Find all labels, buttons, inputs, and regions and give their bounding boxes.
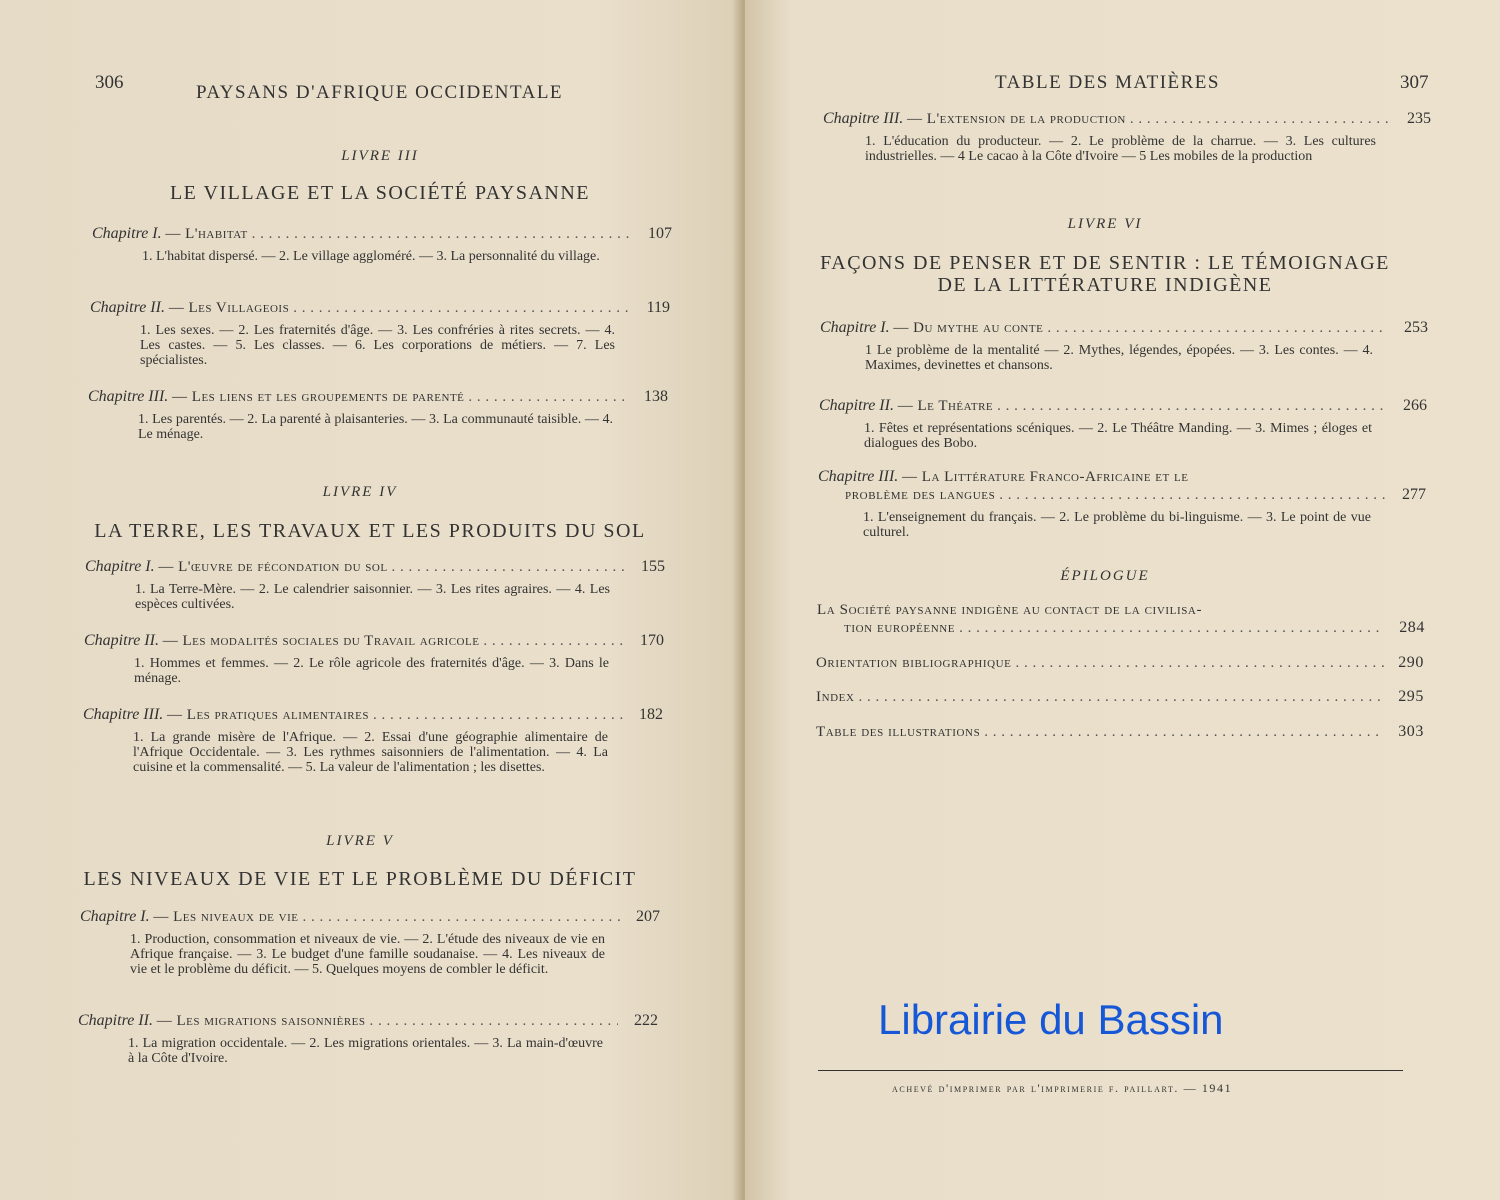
watermark: Librairie du Bassin xyxy=(878,996,1224,1043)
page-ref: 290 xyxy=(1398,654,1424,671)
running-head: TABLE DES MATIÈRES xyxy=(995,72,1220,93)
page-ref: 222 xyxy=(634,1012,658,1029)
chapter-title: — L'extension de la production xyxy=(907,111,1126,127)
chapter-title: — Les liens et les groupements de parenté xyxy=(172,389,465,405)
chapter-title: — La Littérature Franco-Africaine et le xyxy=(902,469,1189,485)
page-ref: 303 xyxy=(1398,723,1424,740)
book-label: LIVRE III xyxy=(341,148,419,164)
chapter-label: Chapitre II. xyxy=(78,1012,153,1029)
chapter-label: Chapitre II. xyxy=(84,632,159,649)
book-label: LIVRE IV xyxy=(322,484,398,500)
page-ref: 170 xyxy=(640,632,664,649)
book-label: LIVRE VI xyxy=(1067,216,1143,232)
toc-entry[interactable] xyxy=(819,397,1427,451)
book-title-line2: DE LA LITTÉRATURE INDIGÈNE xyxy=(937,274,1273,296)
chapter-label: Chapitre III. xyxy=(818,468,899,485)
chapter-title: — Les pratiques alimentaires xyxy=(167,707,369,723)
toc-entry[interactable] xyxy=(80,908,660,977)
page-ref: 182 xyxy=(639,706,663,723)
toc-entry[interactable] xyxy=(816,723,1424,741)
entry-title-cont: tion européenne xyxy=(844,620,956,636)
chapter-title: — Le Théatre xyxy=(897,398,994,414)
chapter-title: — Du mythe au conte xyxy=(893,320,1044,336)
toc-entry[interactable] xyxy=(85,558,665,612)
chapter-label: Chapitre III. xyxy=(823,110,904,127)
running-head: PAYSANS D'AFRIQUE OCCIDENTALE xyxy=(196,82,564,103)
chapter-title-cont: problème des langues xyxy=(845,487,996,503)
toc-entry[interactable] xyxy=(83,706,663,775)
toc-entry[interactable] xyxy=(820,319,1428,373)
chapter-title: — L'œuvre de fécondation du sol xyxy=(158,559,388,575)
chapter-summary: 1. Fêtes et représentations scéniques. — 2. Le Théâtre Manding. — 3. Mimes ; éloges et dialogues des Bobo. xyxy=(864,421,1372,451)
toc-entry[interactable] xyxy=(816,688,1424,706)
epilogue-label: ÉPILOGUE xyxy=(1060,568,1150,584)
book-title: LE VILLAGE ET LA SOCIÉTÉ PAYSANNE xyxy=(169,182,591,204)
chapter-label: Chapitre I. xyxy=(80,908,150,925)
chapter-title: — L'habitat xyxy=(165,226,248,242)
page-number: 307 xyxy=(1400,72,1429,93)
chapter-title: — Les migrations saisonnières xyxy=(156,1013,366,1029)
chapter-summary: 1 Le problème de la mentalité — 2. Mythes, légendes, épopées. — 3. Les contes. — 4. Maximes, devinettes et chansons. xyxy=(865,343,1373,373)
chapter-title: — Les niveaux de vie xyxy=(153,909,299,925)
chapter-label: Chapitre I. xyxy=(92,225,162,242)
toc-entry[interactable] xyxy=(817,602,1425,637)
chapter-label: Chapitre II. xyxy=(90,299,165,316)
page-ref: 207 xyxy=(636,908,660,925)
entry-title: Index xyxy=(816,689,855,705)
book-title: LES NIVEAUX DE VIE ET LE PROBLÈME DU DÉFICIT xyxy=(83,868,637,890)
toc-entry[interactable] xyxy=(78,1012,658,1066)
chapter-summary: 1. L'éducation du producteur. — 2. Le problème de la charrue. — 3. Les cultures industrielles. — 4 Le cacao à la Côte d'Ivoire — 5 Les mobiles de la production xyxy=(865,134,1376,164)
entry-title: La Société paysanne indigène au contact de la civilisa- xyxy=(817,602,1203,618)
entry-title: Orientation bibliographique xyxy=(816,655,1012,671)
page-ref: 266 xyxy=(1403,397,1427,414)
entry-title: Table des illustrations xyxy=(816,724,981,740)
chapter-label: Chapitre I. xyxy=(85,558,155,575)
page-ref: 138 xyxy=(644,388,668,405)
chapter-summary: 1. Les parentés. — 2. La parenté à plaisanteries. — 3. La communauté taisible. — 4. Le ménage. xyxy=(138,412,613,442)
chapter-summary: 1. La Terre-Mère. — 2. Le calendrier saisonnier. — 3. Les rites agraires. — 4. Les espèces cultivées. xyxy=(135,582,610,612)
toc-entry[interactable] xyxy=(816,654,1424,672)
chapter-label: Chapitre I. xyxy=(820,319,890,336)
chapter-summary: 1. Les sexes. — 2. Les fraternités d'âge. — 3. Les confréries à rites secrets. — 4. Les castes. — 5. Les classes. — 6. Les corporations de métiers. — 7. Les spécialistes. xyxy=(140,323,615,368)
chapter-summary: 1. La migration occidentale. — 2. Les migrations orientales. — 3. La main-d'œuvre à la Côte d'Ivoire. xyxy=(128,1036,603,1066)
page-number: 306 xyxy=(95,72,124,93)
chapter-summary: 1. L'habitat dispersé. — 2. Le village aggloméré. — 3. La personnalité du village. xyxy=(142,249,600,264)
divider xyxy=(818,1070,1403,1071)
chapter-title: — Les Villageois xyxy=(168,300,290,316)
page-ref: 295 xyxy=(1398,688,1424,705)
chapter-title: — Les modalités sociales du Travail agricole xyxy=(162,633,480,649)
page-ref: 235 xyxy=(1407,110,1431,127)
chapter-label: Chapitre III. xyxy=(83,706,164,723)
page-ref: 277 xyxy=(1402,486,1426,503)
page-ref: 253 xyxy=(1404,319,1428,336)
page-ref: 155 xyxy=(641,558,665,575)
book-title: LA TERRE, LES TRAVAUX ET LES PRODUITS DU SOL xyxy=(94,520,646,542)
chapter-label: Chapitre II. xyxy=(819,397,894,414)
chapter-summary: 1. Hommes et femmes. — 2. Le rôle agricole des fraternités d'âge. — 3. Dans le ménage. xyxy=(134,656,609,686)
toc-entry[interactable] xyxy=(90,299,670,368)
book-title-line1: FAÇONS DE PENSER ET DE SENTIR : LE TÉMOIGNAGE xyxy=(820,252,1390,274)
chapter-summary: 1. La grande misère de l'Afrique. — 2. Essai d'une géographie alimentaire de l'Afrique Occidentale. — 3. Les rythmes saisonniers de l'alimentation. — 4. La cuisine et la commensalité. — 5. La valeur de l'alimentation ; les disettes. xyxy=(133,730,608,775)
page-ref: 107 xyxy=(648,225,672,242)
chapter-summary: 1. Production, consommation et niveaux de vie. — 2. L'étude des niveaux de vie en Afrique française. — 3. Le budget d'une famille soudanaise. — 4. Les niveaux de vie et le problème du déficit. — 5. Quelques moyens de combler le déficit. xyxy=(130,932,605,977)
left-page xyxy=(0,0,745,1200)
colophon: achevé d'imprimer par l'imprimerie f. paillart. — 1941 xyxy=(892,1081,1233,1095)
chapter-summary: 1. L'enseignement du français. — 2. Le problème du bi-linguisme. — 3. Le point de vue culturel. xyxy=(863,510,1371,540)
toc-entry[interactable] xyxy=(88,388,668,442)
toc-entry[interactable] xyxy=(823,110,1431,164)
toc-entry[interactable] xyxy=(92,225,672,264)
chapter-label: Chapitre III. xyxy=(88,388,169,405)
page-ref: 119 xyxy=(646,299,670,316)
toc-entry[interactable] xyxy=(84,632,664,686)
book-label: LIVRE V xyxy=(326,833,394,849)
page-ref: 284 xyxy=(1399,619,1425,636)
toc-entry[interactable] xyxy=(818,468,1426,540)
